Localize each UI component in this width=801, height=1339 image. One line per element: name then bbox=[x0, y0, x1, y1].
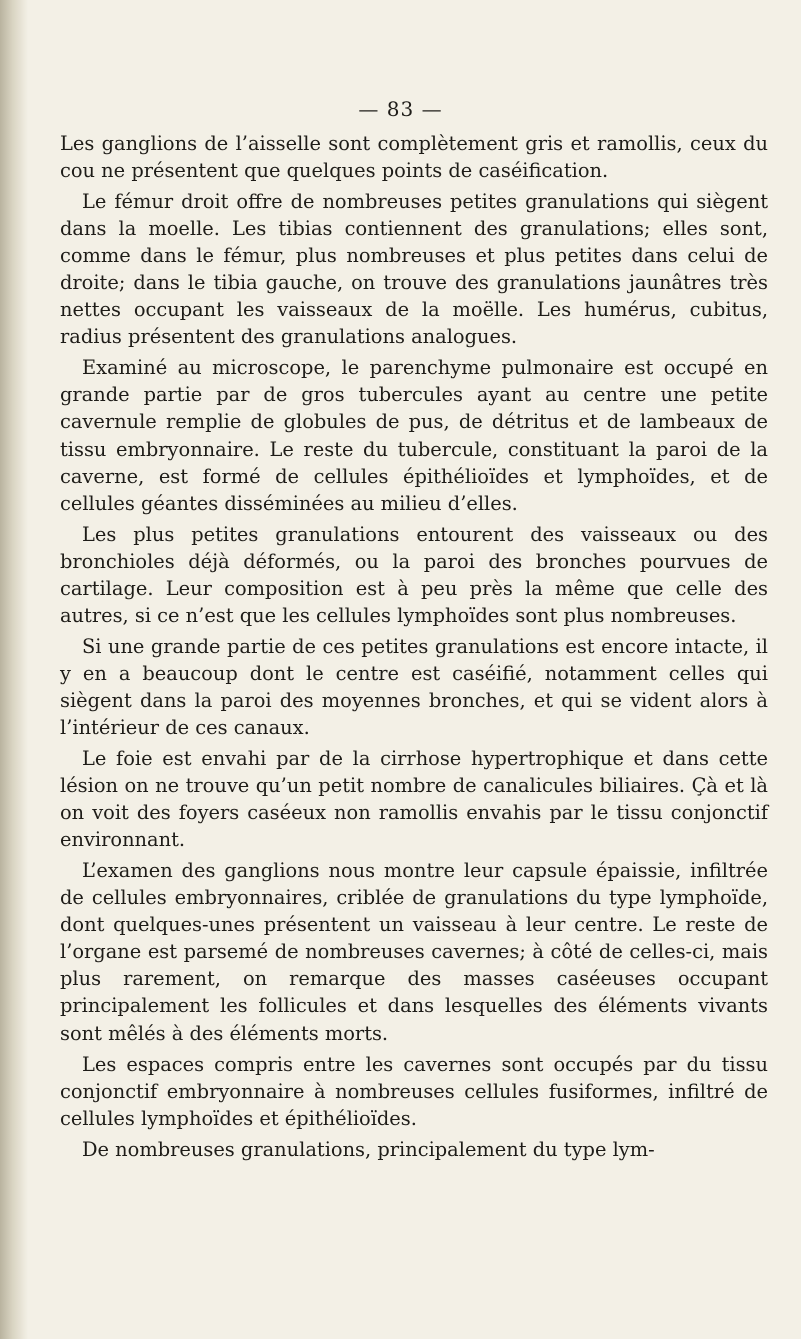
paragraph-caseification: Si une grande partie de ces petites granulations est encore intacte, il y en a beaucoup dont le centre est caséifié, notamment celles qui siègent dans la paroi des moyennes bronches, et qui se vident alors à l’intérieur de ces canaux. bbox=[60, 634, 768, 739]
paragraph-microscope: Examiné au microscope, le parenchyme pulmonaire est occupé en grande partie par de gros tubercules ayant au centre une petite cavernule remplie de globules de pus, de détritus et de lambeaux de tissu embryonnaire. Le reste du tubercule, constituant la paroi de la caverne, est formé de cellules épithélioïdes et lymphoïdes, et de cellules géantes disséminées au milieu d’elles. bbox=[60, 356, 768, 515]
body-text bbox=[60, 130, 768, 1167]
page-edge-shadow bbox=[0, 0, 28, 1339]
page-number: — 83 — bbox=[358, 97, 443, 121]
paragraph-ganglions-aisselle: Les ganglions de l’aisselle sont complètement gris et ramollis, ceux du cou ne présentent que quelques points de caséification. bbox=[60, 132, 768, 183]
paragraph-petites-granulations: Les plus petites granulations entourent des vaisseaux ou des bronchioles déjà déformés, ou la paroi des bronches pourvues de cartilage. Leur composition est à peu près la même que celle des autres, si ce n’est que les cellules lymphoïdes sont plus nombreuses. bbox=[60, 522, 768, 627]
paragraph-foie: Le foie est envahi par de la cirrhose hypertrophique et dans cette lésion on ne trouve qu’un petit nombre de canalicules biliaires. Çà et là on voit des foyers caséeux non ramollis envahis par le tissu conjonctif environnant. bbox=[60, 747, 768, 852]
paragraph-nombreuses-granulations: De nombreuses granulations, principalement du type lym- bbox=[82, 1137, 655, 1161]
paragraph-femur: Le fémur droit offre de nombreuses petites granulations qui siègent dans la moelle. Les tibias contiennent des granulations; elles sont, comme dans le fémur, plus nombreuses et plus petites dans celui de droite; dans le tibia gauche, on trouve des granulations jaunâtres très nettes occupant les vaisseaux de la moëlle. Les humérus, cubitus, radius présentent des granulations analogues. bbox=[60, 190, 768, 349]
paragraph-espaces: Les espaces compris entre les cavernes sont occupés par du tissu conjonctif embryonnaire à nombreuses cellules fusiformes, infiltré de cellules lymphoïdes et épithélioïdes. bbox=[60, 1052, 768, 1130]
paragraph-examen-ganglions: L’examen des ganglions nous montre leur capsule épaissie, infiltrée de cellules embryonnaires, criblée de granulations du type lymphoïde, dont quelques-unes présentent un vaisseau à leur centre. Le reste de l’organe est parsemé de nombreuses cavernes; à côté de celles-ci, mais plus rarement, on remarque des masses caséeuses occupant principalement les follicules et dans lesquelles des éléments vivants sont mêlés à des éléments morts. bbox=[60, 859, 768, 1045]
